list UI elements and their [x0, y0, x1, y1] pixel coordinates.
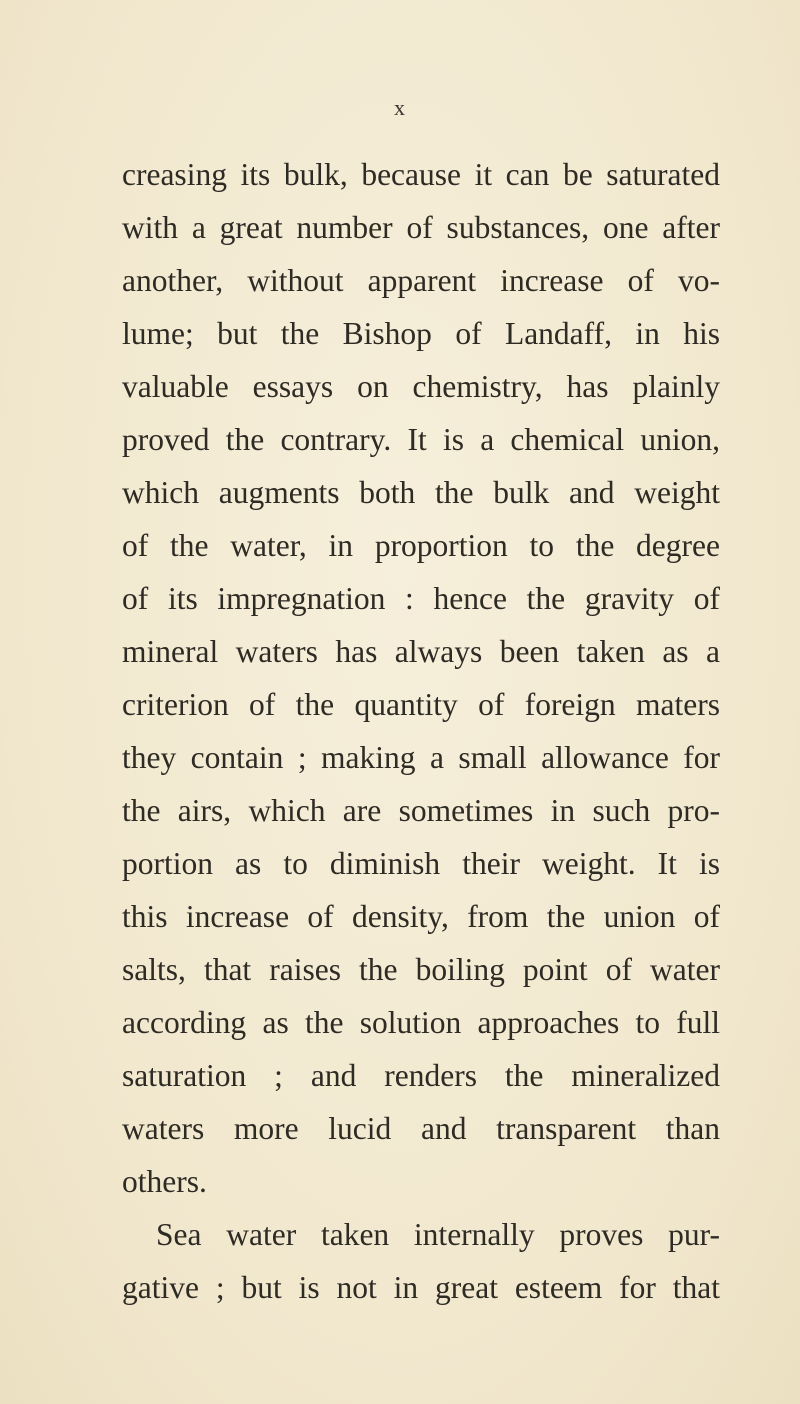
text-line: saturation ; and renders the mineralized: [122, 1058, 720, 1093]
text-line: others.: [122, 1164, 207, 1199]
text-line: with a great number of substances, one after: [122, 210, 720, 245]
text-line: of the water, in proportion to the degree: [122, 528, 720, 563]
text-line: salts, that raises the boiling point of water: [122, 952, 720, 987]
text-line: waters more lucid and transparent than: [122, 1111, 720, 1146]
text-line: Sea water taken internally proves pur-: [156, 1217, 720, 1252]
text-line: this increase of density, from the union of: [122, 899, 720, 934]
text-line: creasing its bulk, because it can be saturated: [122, 157, 720, 192]
text-line: according as the solution approaches to full: [122, 1005, 720, 1040]
text-line: criterion of the quantity of foreign maters: [122, 687, 720, 722]
text-line: lume; but the Bishop of Landaff, in his: [122, 316, 720, 351]
text-line: valuable essays on chemistry, has plainly: [122, 369, 720, 404]
text-line: proved the contrary. It is a chemical union,: [122, 422, 720, 457]
text-line: gative ; but is not in great esteem for that: [122, 1270, 720, 1305]
text-line: of its impregnation : hence the gravity of: [122, 581, 720, 616]
text-line: portion as to diminish their weight. It is: [122, 846, 720, 881]
signature-mark: x: [394, 95, 406, 120]
text-line: the airs, which are sometimes in such pro-: [122, 793, 720, 828]
text-line: another, without apparent increase of vo-: [122, 263, 720, 298]
text-line: they contain ; making a small allowance for: [122, 740, 720, 775]
text-line: mineral waters has always been taken as a: [122, 634, 720, 669]
text-line: which augments both the bulk and weight: [122, 475, 720, 510]
body-text: [122, 148, 720, 1314]
